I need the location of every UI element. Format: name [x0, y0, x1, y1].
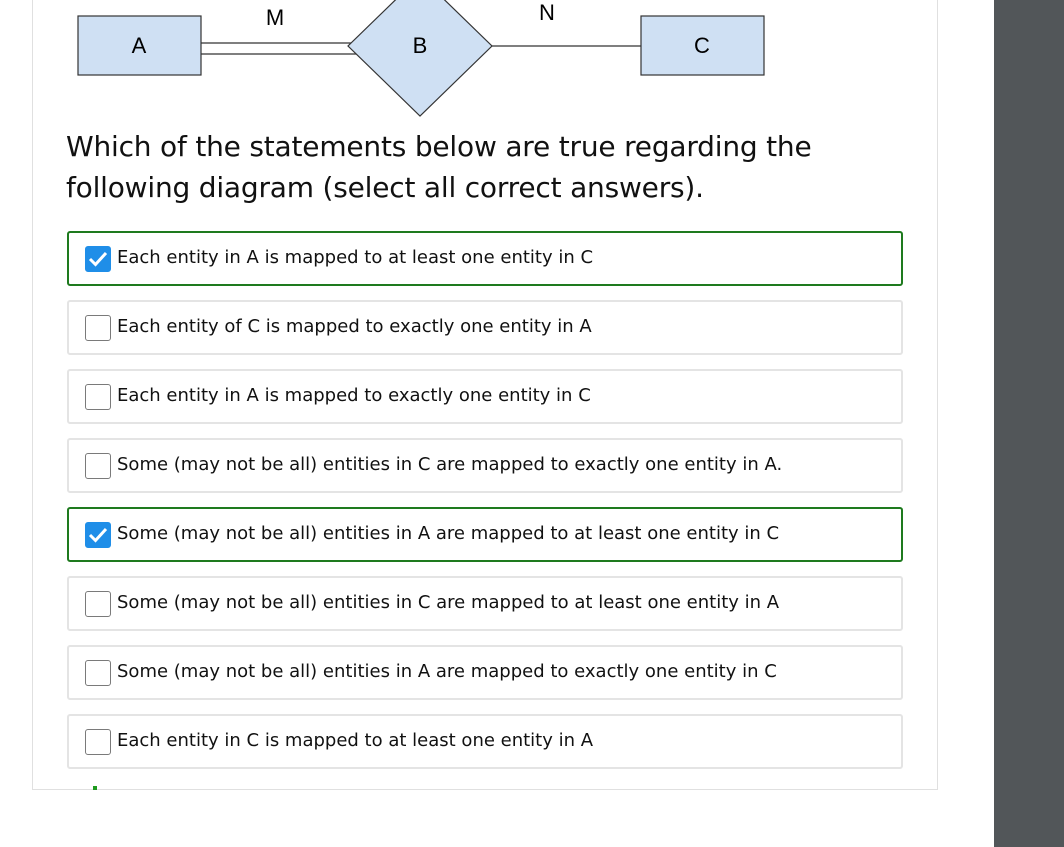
checkmark-icon	[88, 526, 108, 544]
viewer-scrollbar-area[interactable]	[994, 0, 1064, 847]
answer-option-label: Each entity in C is mapped to at least one entity in A	[117, 730, 594, 751]
entity-c-label: C	[694, 33, 710, 58]
answer-option[interactable]	[67, 507, 903, 562]
answer-option-label: Each entity of C is mapped to exactly one entity in A	[117, 316, 592, 337]
status-marker	[93, 786, 97, 790]
checkbox[interactable]	[85, 660, 111, 686]
answer-option[interactable]	[67, 300, 903, 355]
checkbox[interactable]	[85, 729, 111, 755]
checkbox[interactable]	[85, 453, 111, 479]
entity-a-label: A	[131, 33, 147, 58]
answer-option[interactable]	[67, 369, 903, 424]
cardinality-n-label: N	[539, 0, 555, 25]
relationship-b-label: B	[412, 33, 428, 58]
answer-option-label: Some (may not be all) entities in C are mapped to exactly one entity in A.	[117, 454, 783, 475]
answer-option[interactable]	[67, 231, 903, 286]
relationship-b-diamond	[348, 0, 492, 116]
cardinality-m-label: M	[265, 5, 285, 30]
checkbox[interactable]	[85, 315, 111, 341]
answer-option-label: Each entity in A is mapped to exactly one entity in C	[117, 385, 591, 406]
checkbox[interactable]	[85, 384, 111, 410]
checkbox[interactable]	[85, 522, 111, 548]
checkbox[interactable]	[85, 246, 111, 272]
question-text: Which of the statements below are true regarding the following diagram (select all correct answers).	[66, 130, 812, 204]
answer-option-label: Each entity in A is mapped to at least one entity in C	[117, 247, 594, 268]
answer-option[interactable]	[67, 714, 903, 769]
answer-option-label: Some (may not be all) entities in A are mapped to at least one entity in C	[117, 523, 780, 544]
answer-option[interactable]	[67, 645, 903, 700]
answer-option-label: Some (may not be all) entities in A are mapped to exactly one entity in C	[117, 661, 777, 682]
answer-option[interactable]	[67, 438, 903, 493]
answer-option-label: Some (may not be all) entities in C are mapped to at least one entity in A	[117, 592, 780, 613]
checkmark-icon	[88, 250, 108, 268]
checkbox[interactable]	[85, 591, 111, 617]
answer-option[interactable]	[67, 576, 903, 631]
er-diagram	[0, 0, 994, 125]
